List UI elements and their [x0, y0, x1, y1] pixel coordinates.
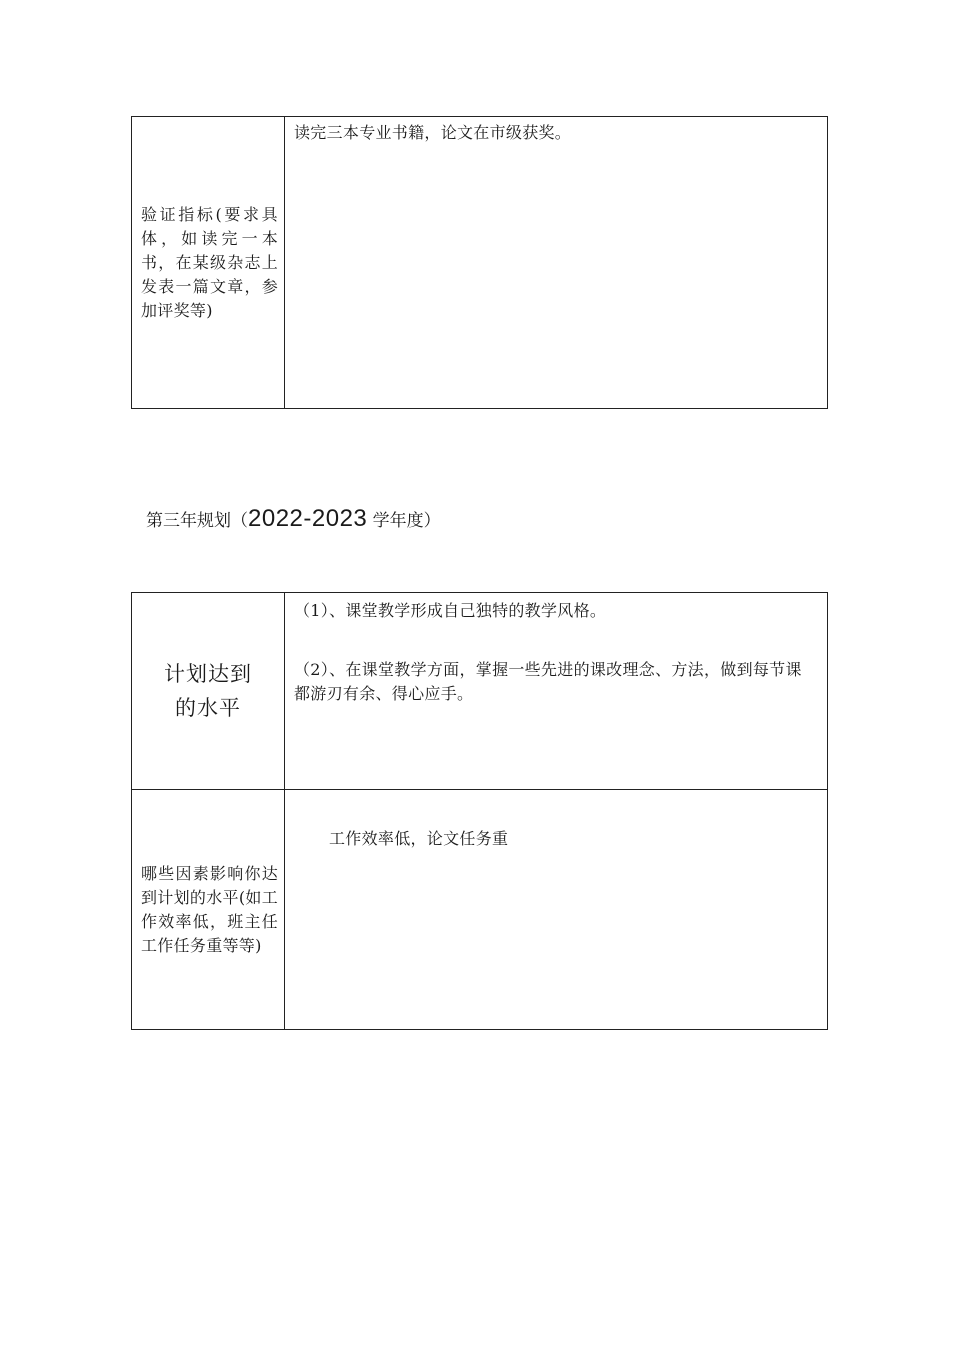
level-label-line: 计划达到 [164, 662, 252, 686]
table-row [132, 117, 828, 409]
factors-content: 工作效率低，论文任务重 [329, 829, 509, 848]
heading-year-range: 2022-2023 [248, 505, 368, 532]
table-row [132, 593, 828, 790]
level-item: （2）、在课堂教学方面，掌握一些先进的课改理念、方法，做到每节课都游刃有余、得心应手。 [294, 660, 802, 703]
level-label-cell [132, 593, 285, 790]
level-content-cell [285, 593, 828, 790]
level-content [285, 593, 827, 706]
level-label-line: 的水平 [175, 696, 241, 720]
section-heading [146, 504, 441, 536]
heading-suffix: 学年度） [367, 511, 441, 531]
verification-content: 读完三本专业书籍，论文在市级获奖。 [294, 123, 572, 142]
verification-label: 验证指标(要求具体，如读完一本书，在某级杂志上发表一篇文章，参加评奖等) [141, 204, 278, 320]
verification-content-cell [285, 117, 828, 409]
third-year-plan-table [131, 592, 828, 1030]
level-label [132, 657, 284, 725]
verification-indicator-table [131, 116, 828, 409]
table-row [132, 790, 828, 1030]
factors-label-cell [132, 790, 285, 1030]
factors-label: 哪些因素影响你达到计划的水平(如工作效率低，班主任工作任务重等等) [141, 863, 278, 955]
level-item: （1）、课堂教学形成自己独特的教学风格。 [294, 601, 607, 620]
factors-content-cell [285, 790, 828, 1030]
verification-label-cell [132, 117, 285, 409]
heading-prefix: 第三年规划（ [146, 511, 248, 531]
